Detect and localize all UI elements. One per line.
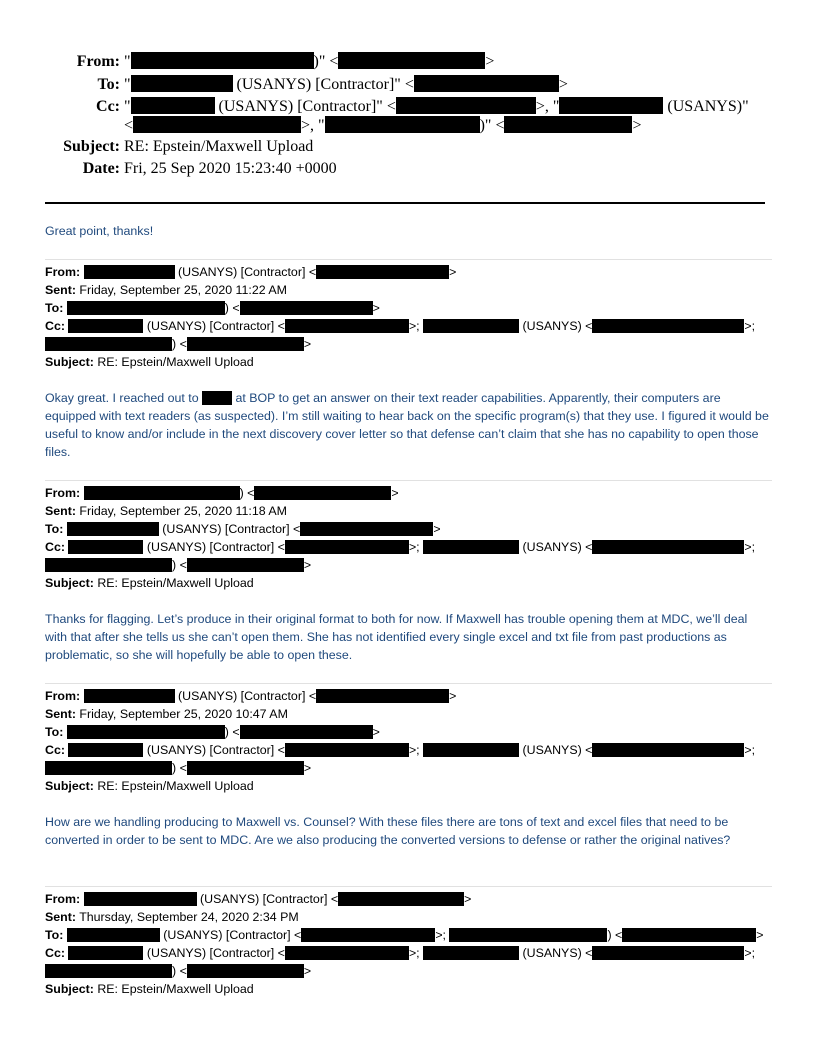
email-2-cc-cont <box>45 556 311 574</box>
email-4-sent <box>45 908 299 926</box>
cc-label: Cc: <box>45 743 65 757</box>
redaction-block <box>301 928 435 942</box>
email-1-from <box>45 263 456 281</box>
from-end: > <box>485 53 495 70</box>
from-mid: )" < <box>313 53 339 70</box>
to-label: To: <box>45 301 64 315</box>
redaction-block <box>202 391 232 405</box>
message-separator <box>45 886 772 887</box>
email-1-body <box>45 389 772 461</box>
subject-label: Subject: <box>45 779 94 793</box>
redaction-block <box>592 743 744 757</box>
redaction-block <box>84 265 175 279</box>
redaction-block <box>45 964 172 978</box>
redaction-block <box>187 761 304 775</box>
cc2-end: > <box>632 117 642 134</box>
subject-label: Subject: <box>45 576 94 590</box>
body-text: at BOP to get an answer on their text reader capabilities. Apparently, their computers are equipped with text readers (as suspected). I’m still waiting to hear back on the specific program(s) that they use. I figured it would be useful to know and/or include in the next discovery cover letter so that defense can’t claim that she has no capability to open those files. <box>45 391 769 459</box>
cc-label: Cc: <box>96 98 120 115</box>
email-3-to <box>45 723 380 741</box>
email-4-from <box>45 890 471 908</box>
to-quote: " <box>124 76 131 93</box>
redaction-block <box>240 301 373 315</box>
from-label: From: <box>76 53 120 70</box>
redaction-block <box>131 52 314 69</box>
to-label: To: <box>45 522 64 536</box>
cc-value-line-1 <box>124 97 749 117</box>
redaction-block <box>592 319 744 333</box>
to-value <box>124 75 568 95</box>
cc-label: Cc: <box>45 946 65 960</box>
to-text: (USANYS) [Contractor] < <box>159 928 302 942</box>
from-text-end: > <box>449 689 457 703</box>
redaction-block <box>423 946 519 960</box>
from-text: ) < <box>239 486 255 500</box>
to-text-end: > <box>756 928 764 942</box>
from-text: (USANYS) [Contractor] < <box>196 892 339 906</box>
email-4-subject <box>45 980 254 998</box>
date-value: Fri, 25 Sep 2020 15:23:40 +0000 <box>124 160 337 177</box>
cc-text: >; <box>408 319 424 333</box>
redaction-block <box>45 337 172 351</box>
cc-text: ) < <box>172 761 187 775</box>
redaction-block <box>338 892 464 906</box>
redaction-block <box>316 265 449 279</box>
email-3-sent <box>45 705 288 723</box>
subject-value: RE: Epstein/Maxwell Upload <box>93 779 254 793</box>
email-3-cc-cont <box>45 759 311 777</box>
to-text-end: > <box>372 725 380 739</box>
body-text: Okay great. I reached out to <box>45 391 203 405</box>
to-label: To: <box>45 928 64 942</box>
subject-value: RE: Epstein/Maxwell Upload <box>124 138 314 155</box>
email-1-cc <box>45 317 755 335</box>
redaction-block <box>285 946 409 960</box>
cc-text: (USANYS) < <box>519 743 593 757</box>
redaction-block <box>325 116 480 133</box>
email-2-subject <box>45 574 254 592</box>
cc-text-end: >; <box>744 743 756 757</box>
to-end: > <box>558 76 568 93</box>
cc-part-b: >, " <box>535 98 560 115</box>
sent-label: Sent: <box>45 910 76 924</box>
redaction-block <box>45 761 172 775</box>
cc-text-end: > <box>303 337 312 351</box>
cc-label: Cc: <box>45 319 65 333</box>
sent-label: Sent: <box>45 504 76 518</box>
message-separator <box>45 683 772 684</box>
redaction-block <box>84 486 240 500</box>
cc-text-end: >; <box>744 319 756 333</box>
redaction-block <box>559 97 663 114</box>
redaction-block <box>67 928 160 942</box>
redaction-block <box>133 116 301 133</box>
redaction-block <box>68 743 143 757</box>
date-label: Date: <box>82 160 120 177</box>
cc-part-a: (USANYS) [Contractor]" < <box>214 98 396 115</box>
cc2-open: < <box>124 117 134 134</box>
from-quote: " <box>124 53 131 70</box>
cc-text: >; <box>408 540 424 554</box>
from-text-end: > <box>449 265 457 279</box>
sent-label: Sent: <box>45 707 76 721</box>
from-label: From: <box>45 486 81 500</box>
sent-value: Friday, September 25, 2020 10:47 AM <box>75 707 288 721</box>
redaction-block <box>423 743 519 757</box>
redaction-block <box>84 892 197 906</box>
redaction-block <box>423 319 519 333</box>
cc-text: >; <box>408 743 424 757</box>
email-1-cc-cont <box>45 335 311 353</box>
subject-value: RE: Epstein/Maxwell Upload <box>93 355 254 369</box>
redaction-block <box>68 946 143 960</box>
redaction-block <box>240 725 373 739</box>
redaction-block <box>67 725 225 739</box>
header-divider <box>45 202 765 204</box>
email-2-from <box>45 484 399 502</box>
subject-label: Subject: <box>63 138 120 155</box>
sent-value: Friday, September 25, 2020 11:22 AM <box>75 283 287 297</box>
from-value <box>124 52 494 72</box>
email-1-sent <box>45 281 287 299</box>
to-text: ) < <box>224 725 240 739</box>
from-label: From: <box>45 265 81 279</box>
redaction-block <box>504 116 632 133</box>
cc-text: ) < <box>172 964 187 978</box>
redaction-block <box>131 97 215 114</box>
cc-value-line-2 <box>124 116 642 136</box>
from-text: (USANYS) [Contractor] < <box>174 265 317 279</box>
cc-text-end: >; <box>744 540 756 554</box>
from-text-end: > <box>464 892 472 906</box>
cc-text: (USANYS) [Contractor] < <box>143 540 285 554</box>
redaction-block <box>396 97 536 114</box>
cc-text: ) < <box>172 337 187 351</box>
redaction-block <box>592 540 744 554</box>
cc2-part-b: )" < <box>479 117 505 134</box>
subject-label: Subject: <box>45 355 94 369</box>
from-label: From: <box>45 892 81 906</box>
cc-text: (USANYS) [Contractor] < <box>143 946 285 960</box>
redaction-block <box>187 337 304 351</box>
redaction-block <box>131 75 233 92</box>
redaction-block <box>423 540 519 554</box>
cc-text-end: >; <box>744 946 756 960</box>
cc-text: (USANYS) < <box>519 319 593 333</box>
cc-text-end: > <box>303 761 312 775</box>
redaction-block <box>285 319 409 333</box>
to-mid: (USANYS) [Contractor]" < <box>232 76 414 93</box>
redaction-block <box>592 946 744 960</box>
email-4-to <box>45 926 764 944</box>
cc-text: (USANYS) [Contractor] < <box>143 743 285 757</box>
sent-value: Friday, September 25, 2020 11:18 AM <box>75 504 287 518</box>
to-text: ) < <box>224 301 240 315</box>
cc-text: >; <box>408 946 424 960</box>
cc-part-c: (USANYS)" <box>663 98 749 115</box>
cc-quote: " <box>124 98 131 115</box>
cc-text: (USANYS) < <box>519 540 593 554</box>
sent-label: Sent: <box>45 283 76 297</box>
email-3-cc <box>45 741 755 759</box>
sent-value: Thursday, September 24, 2020 2:34 PM <box>75 910 299 924</box>
email-2-cc <box>45 538 755 556</box>
cc-label: Cc: <box>45 540 65 554</box>
message-separator <box>45 259 772 260</box>
to-text-end: > <box>372 301 380 315</box>
to-text-end: > <box>433 522 441 536</box>
from-text: (USANYS) [Contractor] < <box>174 689 317 703</box>
redaction-block <box>187 964 304 978</box>
cc-text-end: > <box>303 964 312 978</box>
redaction-block <box>68 540 143 554</box>
redaction-block <box>338 52 485 69</box>
redaction-block <box>622 928 756 942</box>
redaction-block <box>67 522 159 536</box>
from-label: From: <box>45 689 81 703</box>
subject-label: Subject: <box>45 982 94 996</box>
email-2-to <box>45 520 441 538</box>
email-4-cc-cont <box>45 962 311 980</box>
cc-text: (USANYS) [Contractor] < <box>143 319 285 333</box>
subject-value: RE: Epstein/Maxwell Upload <box>93 982 254 996</box>
subject-value: RE: Epstein/Maxwell Upload <box>93 576 254 590</box>
to-text: ) < <box>607 928 623 942</box>
redaction-block <box>300 522 433 536</box>
email-2-sent <box>45 502 287 520</box>
email-1-subject <box>45 353 254 371</box>
message-separator <box>45 480 772 481</box>
reply-message: Great point, thanks! <box>45 224 154 238</box>
redaction-block <box>45 558 172 572</box>
to-label: To: <box>97 76 120 93</box>
email-3-subject <box>45 777 254 795</box>
cc2-part-a: >, " <box>301 117 325 134</box>
to-text: >; <box>435 928 450 942</box>
cc-text: (USANYS) < <box>519 946 593 960</box>
email-3-body: How are we handling producing to Maxwell vs. Counsel? With these files there are tons of text and excel files that need to be converted in order to be sent to MDC. Are we also producing the converted versions to defense or rather the original natives? <box>45 815 731 847</box>
redaction-block <box>449 928 607 942</box>
redaction-block <box>67 301 225 315</box>
redaction-block <box>285 540 409 554</box>
cc-text-end: > <box>303 558 312 572</box>
to-label: To: <box>45 725 64 739</box>
redaction-block <box>285 743 409 757</box>
email-4-cc <box>45 944 755 962</box>
email-2-body: Thanks for flagging. Let’s produce in their original format to both for now. If Maxwell has trouble opening them at MDC, we’ll deal with that after she tells us she can’t open them. She has not identified every single excel and txt file from past productions as problematic, so she will hopefully be able to open these. <box>45 612 748 662</box>
redaction-block <box>254 486 391 500</box>
to-text: (USANYS) [Contractor] < <box>158 522 301 536</box>
email-header <box>0 0 816 200</box>
redaction-block <box>316 689 449 703</box>
redaction-block <box>414 75 559 92</box>
email-3-from <box>45 687 456 705</box>
from-text-end: > <box>391 486 399 500</box>
email-1-to <box>45 299 380 317</box>
redaction-block <box>84 689 175 703</box>
cc-text: ) < <box>172 558 187 572</box>
redaction-block <box>187 558 304 572</box>
redaction-block <box>68 319 143 333</box>
